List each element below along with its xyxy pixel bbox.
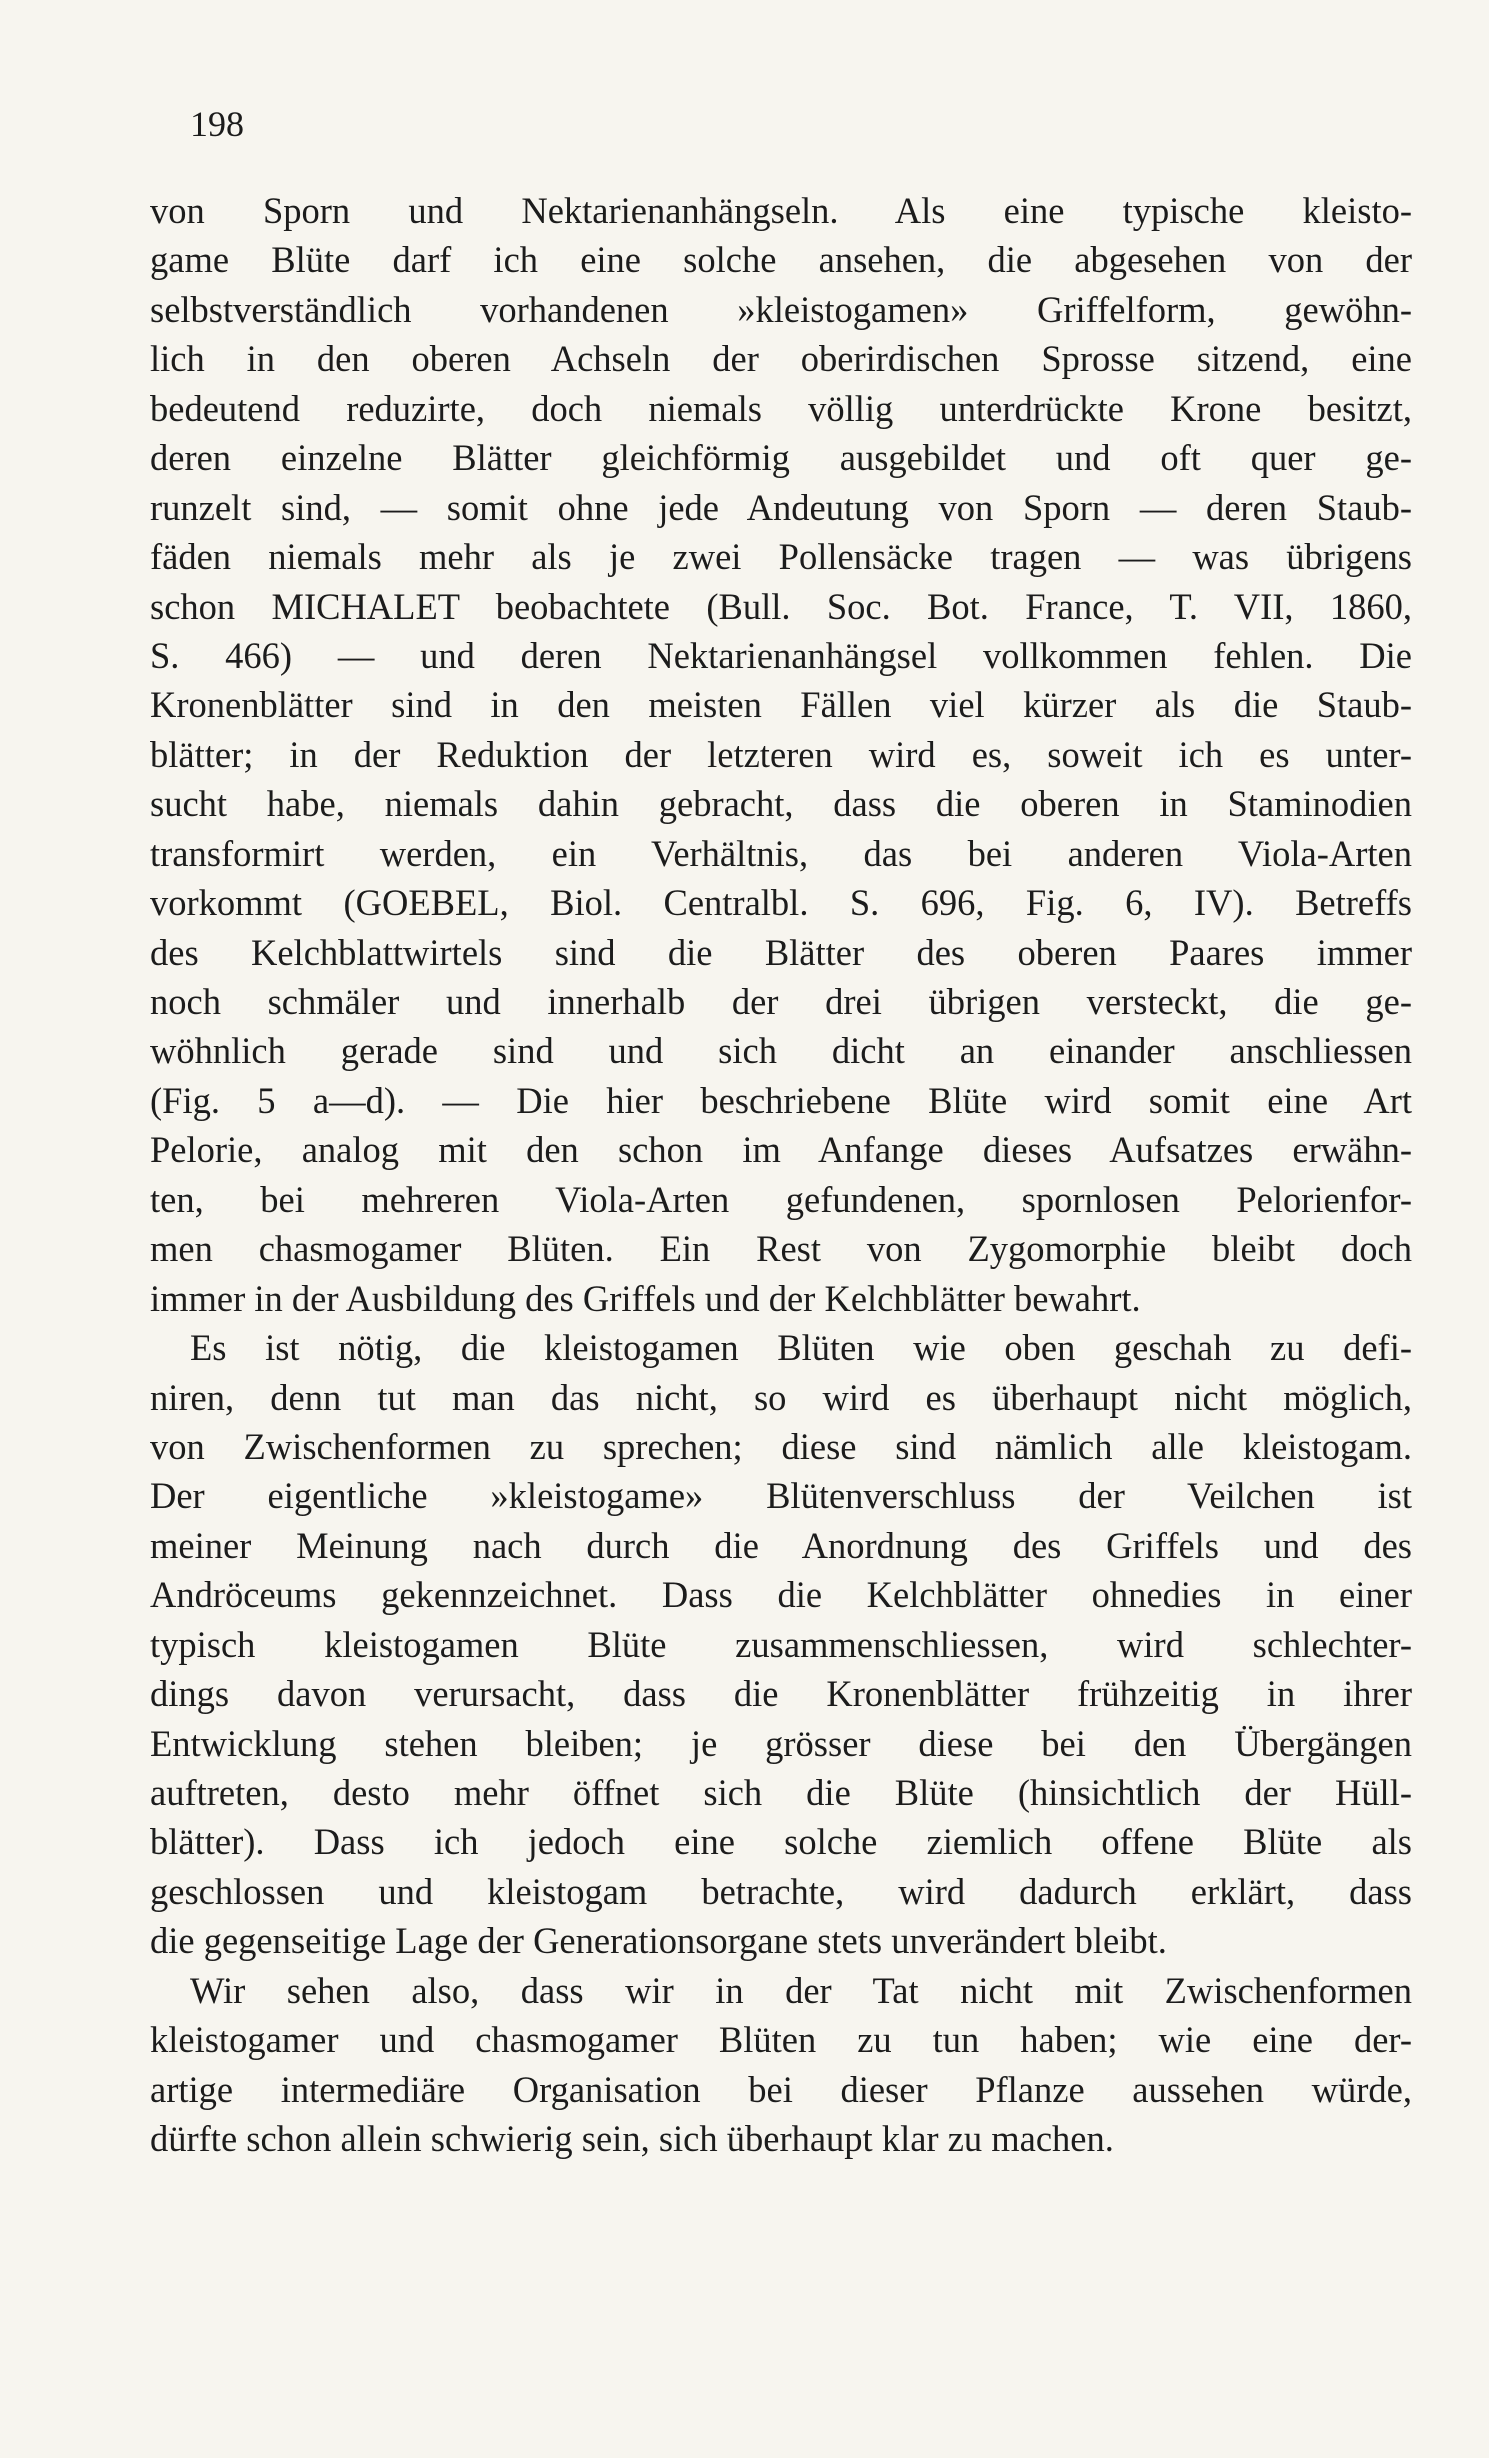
text-line: dürfte schon allein schwierig sein, sich überhaupt klar zu machen. [150,2118,1114,2160]
text-line: immer in der Ausbildung des Griffels und der Kelchblätter bewahrt. [150,1277,1141,1319]
text-line: kleistogamer und chasmogamer Blüten zu tun haben; wie eine der- [150,2019,1412,2061]
text-line: sucht habe, niemals dahin gebracht, dass die oberen in Staminodien [150,783,1412,825]
text-line: geschlossen und kleistogam betrachte, wird dadurch erklärt, dass [150,1870,1412,1912]
text-line: dings davon verursacht, dass die Kronenblätter frühzeitig in ihrer [150,1673,1412,1715]
text-line: S. 466) — und deren Nektarienanhängsel vollkommen fehlen. Die [150,634,1412,676]
text-line: Es ist nötig, die kleistogamen Blüten wie oben geschah zu defi- [190,1327,1412,1369]
text-line: meiner Meinung nach durch die Anordnung des Griffels und des [150,1524,1412,1566]
text-line: von Zwischenformen zu sprechen; diese sind nämlich alle kleistogam. [150,1425,1412,1467]
text-line: Pelorie, analog mit den schon im Anfange dieses Aufsatzes erwähn- [150,1129,1412,1171]
text-line: schon MICHALET beobachtete (Bull. Soc. Bot. France, T. VII, 1860, [150,585,1412,627]
text-line: artige intermediäre Organisation bei dieser Pflanze aussehen würde, [150,2068,1412,2110]
text-line: transformirt werden, ein Verhältnis, das bei anderen Viola-Arten [150,832,1412,874]
text-line: Andröceums gekennzeichnet. Dass die Kelchblätter ohnedies in einer [150,1574,1412,1616]
text-line: fäden niemals mehr als je zwei Pollensäcke tragen — was übrigens [150,536,1412,578]
text-line: blätter; in der Reduktion der letzteren wird es, soweit ich es unter- [150,733,1412,775]
text-line: ten, bei mehreren Viola-Arten gefundenen, spornlosen Pelorienfor- [150,1178,1412,1220]
body-text [150,186,1412,2164]
text-line: blätter). Dass ich jedoch eine solche ziemlich offene Blüte als [150,1821,1412,1863]
text-line: vorkommt (GOEBEL, Biol. Centralbl. S. 696, Fig. 6, IV). Betreffs [150,882,1412,924]
text-line: lich in den oberen Achseln der oberirdischen Sprosse sitzend, eine [150,338,1412,380]
text-line: niren, denn tut man das nicht, so wird es überhaupt nicht möglich, [150,1376,1412,1418]
text-line: noch schmäler und innerhalb der drei übrigen versteckt, die ge- [150,981,1412,1022]
text-line: runzelt sind, — somit ohne jede Andeutung von Sporn — deren Staub- [150,486,1412,528]
text-line: Entwicklung stehen bleiben; je grösser diese bei den Übergängen [150,1722,1412,1764]
text-line: game Blüte darf ich eine solche ansehen, die abgesehen von der [150,239,1412,281]
text-line: des Kelchblattwirtels sind die Blätter des oberen Paares immer [150,931,1412,973]
text-line: typisch kleistogamen Blüte zusammenschliessen, wird schlechter- [150,1623,1412,1665]
text-line: selbstverständlich vorhandenen »kleistogamen» Griffelform, gewöhn- [150,288,1412,330]
text-line: bedeutend reduzirte, doch niemals völlig unterdrückte Krone besitzt, [150,387,1412,429]
text-line: Wir sehen also, dass wir in der Tat nicht mit Zwischenformen [190,1969,1412,2011]
text-line: deren einzelne Blätter gleichförmig ausgebildet und oft quer ge- [150,437,1412,479]
text-line: wöhnlich gerade sind und sich dicht an einander anschliessen [150,1030,1412,1072]
text-line: von Sporn und Nektarienanhängseln. Als eine typische kleisto- [150,190,1412,231]
text-line: die gegenseitige Lage der Generationsorgane stets unverändert bleibt. [150,1920,1167,1962]
text-line: Kronenblätter sind in den meisten Fällen viel kürzer als die Staub- [150,684,1412,726]
text-line: auftreten, desto mehr öffnet sich die Blüte (hinsichtlich der Hüll- [150,1772,1412,1813]
page-number: 198 [190,104,244,144]
text-line: (Fig. 5 a—d). — Die hier beschriebene Blüte wird somit eine Art [150,1079,1412,1121]
text-line: Der eigentliche »kleistogame» Blütenverschluss der Veilchen ist [150,1475,1412,1517]
text-line: men chasmogamer Blüten. Ein Rest von Zygomorphie bleibt doch [150,1228,1412,1270]
